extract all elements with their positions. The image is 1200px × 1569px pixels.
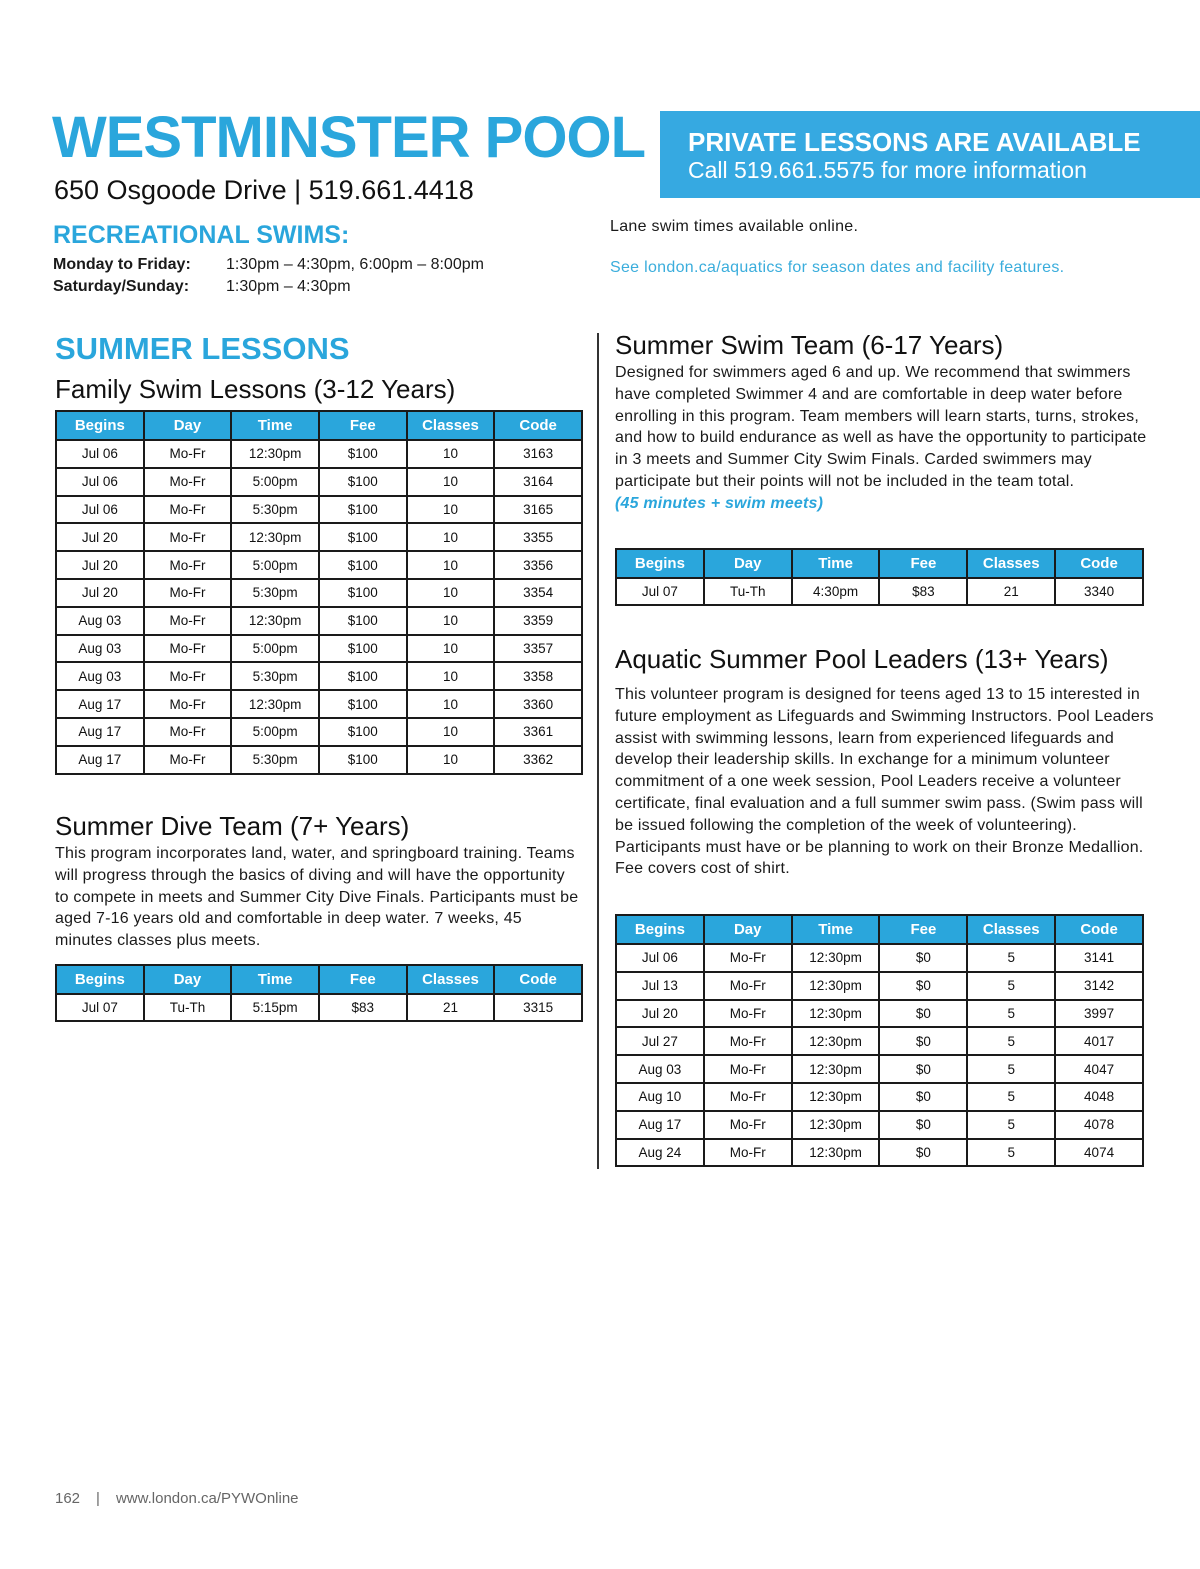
table-cell: 10 [407, 718, 495, 746]
table-cell: Mo-Fr [704, 944, 792, 972]
table-cell: 5:15pm [231, 994, 319, 1021]
table-cell: 10 [407, 690, 495, 718]
table-cell: 10 [407, 579, 495, 607]
column-header: Fee [879, 549, 967, 578]
aquatics-link[interactable]: See london.ca/aquatics for season dates and facility features. [610, 259, 1065, 276]
table-cell: Mo-Fr [144, 523, 232, 551]
table-cell: Aug 17 [56, 690, 144, 718]
family-swim-title: Family Swim Lessons (3-12 Years) [55, 374, 456, 404]
column-header: Code [1055, 915, 1143, 944]
table-cell: Aug 03 [616, 1055, 704, 1083]
table-cell: 3359 [494, 607, 582, 635]
table-cell: Mo-Fr [704, 1055, 792, 1083]
table-cell: 3357 [494, 635, 582, 663]
table-cell: Tu-Th [144, 994, 232, 1021]
table-cell: 3360 [494, 690, 582, 718]
table-cell: $100 [319, 523, 407, 551]
table-cell: 5:30pm [231, 662, 319, 690]
pool-address: 650 Osgoode Drive | 519.661.4418 [54, 175, 474, 205]
table-cell: 10 [407, 635, 495, 663]
table-row [616, 1139, 1143, 1167]
table-row [616, 1111, 1143, 1139]
table-cell: Mo-Fr [704, 1139, 792, 1167]
table-cell: $100 [319, 662, 407, 690]
table-cell: $0 [879, 972, 967, 1000]
table-cell: $100 [319, 746, 407, 774]
table-cell: Jul 06 [56, 440, 144, 468]
table-row [616, 1000, 1143, 1028]
weekday-label: Monday to Friday: [53, 256, 191, 273]
column-header: Begins [56, 965, 144, 994]
table-cell: Mo-Fr [144, 579, 232, 607]
table-cell: $0 [879, 1000, 967, 1028]
swim-team-title: Summer Swim Team (6-17 Years) [615, 330, 1004, 360]
table-cell: $0 [879, 1055, 967, 1083]
table-cell: 12:30pm [792, 1055, 880, 1083]
column-header: Day [704, 915, 792, 944]
column-header: Classes [407, 965, 495, 994]
page-title: WESTMINSTER POOL [52, 105, 645, 170]
dive-team-title: Summer Dive Team (7+ Years) [55, 811, 410, 841]
table-cell: Jul 06 [56, 496, 144, 524]
table-cell: 4074 [1055, 1139, 1143, 1167]
table-row [56, 496, 582, 524]
table-header-row [616, 915, 1143, 944]
table-cell: $83 [319, 994, 407, 1021]
table-cell: Mo-Fr [704, 1000, 792, 1028]
column-divider [597, 333, 599, 1169]
table-cell: 10 [407, 496, 495, 524]
column-header: Classes [407, 411, 495, 440]
table-cell: Aug 03 [56, 607, 144, 635]
table-cell: 5:00pm [231, 551, 319, 579]
table-cell: 21 [407, 994, 495, 1021]
table-cell: 5 [967, 1139, 1055, 1167]
table-cell: 12:30pm [792, 972, 880, 1000]
column-header: Fee [319, 411, 407, 440]
table-row [56, 468, 582, 496]
table-cell: Mo-Fr [144, 468, 232, 496]
column-header: Classes [967, 549, 1055, 578]
table-cell: 10 [407, 551, 495, 579]
table-cell: 12:30pm [231, 607, 319, 635]
table-row [56, 440, 582, 468]
table-row [56, 635, 582, 663]
table-cell: 5:30pm [231, 746, 319, 774]
table-cell: 3362 [494, 746, 582, 774]
table-cell: 3997 [1055, 1000, 1143, 1028]
pool-leaders-description: This volunteer program is designed for teens aged 13 to 15 interested in future employment as Lifeguards and Swimming Instructors. Pool Leaders assist with swimming lessons, learn from experienced lifeguards and develop their leadership skills. In exchange for a minimum volunteer commitment of a one week session, Pool Leaders receive a volunteer certificate, final evaluation and a full summer swim pass. (Swim pass will be issued following the completion of the week of volunteering). Participants must have or be planning to work on their Bronze Medallion. Fee covers cost of shirt. [615, 686, 1154, 878]
table-cell: 5:00pm [231, 635, 319, 663]
table-cell: 3361 [494, 718, 582, 746]
table-cell: 10 [407, 523, 495, 551]
table-row [56, 994, 582, 1021]
table-row [56, 718, 582, 746]
weekday-times: 1:30pm – 4:30pm, 6:00pm – 8:00pm [226, 256, 484, 273]
table-cell: $100 [319, 607, 407, 635]
table-cell: 3358 [494, 662, 582, 690]
table-cell: $100 [319, 496, 407, 524]
weekend-times: 1:30pm – 4:30pm [226, 278, 351, 295]
table-cell: 5:00pm [231, 468, 319, 496]
table-cell: Jul 20 [616, 1000, 704, 1028]
table-cell: Mo-Fr [704, 1027, 792, 1055]
table-cell: $100 [319, 440, 407, 468]
table-cell: Aug 17 [56, 746, 144, 774]
table-cell: 10 [407, 440, 495, 468]
table-cell: 3164 [494, 468, 582, 496]
table-row [56, 746, 582, 774]
column-header: Time [231, 411, 319, 440]
table-cell: 4078 [1055, 1111, 1143, 1139]
table-cell: Mo-Fr [704, 1083, 792, 1111]
table-cell: 5 [967, 1027, 1055, 1055]
table-cell: $0 [879, 1027, 967, 1055]
table-cell: 12:30pm [792, 1139, 880, 1167]
weekend-label: Saturday/Sunday: [53, 278, 190, 295]
table-cell: Jul 07 [616, 578, 704, 605]
table-cell: Mo-Fr [144, 690, 232, 718]
table-cell: 5:30pm [231, 496, 319, 524]
table-cell: Aug 24 [616, 1139, 704, 1167]
dive-team-table [55, 964, 583, 1022]
table-row [56, 551, 582, 579]
table-row [616, 1055, 1143, 1083]
table-cell: 10 [407, 662, 495, 690]
table-cell: 3163 [494, 440, 582, 468]
column-header: Classes [967, 915, 1055, 944]
table-cell: $83 [879, 578, 967, 605]
table-cell: 12:30pm [792, 1000, 880, 1028]
pool-leaders-title: Aquatic Summer Pool Leaders (13+ Years) [615, 644, 1109, 674]
pool-leaders-table [615, 914, 1144, 1167]
summer-lessons-heading: SUMMER LESSONS [55, 331, 350, 366]
table-cell: 3354 [494, 579, 582, 607]
table-cell: Mo-Fr [704, 1111, 792, 1139]
table-cell: Jul 20 [56, 551, 144, 579]
table-cell: 12:30pm [792, 1083, 880, 1111]
table-cell: 5 [967, 972, 1055, 1000]
table-cell: $100 [319, 718, 407, 746]
footer-separator: | [96, 1490, 100, 1507]
table-cell: 3315 [494, 994, 582, 1021]
column-header: Begins [616, 549, 704, 578]
column-header: Time [792, 915, 880, 944]
table-cell: Tu-Th [704, 578, 792, 605]
column-header: Time [792, 549, 880, 578]
table-row [616, 1027, 1143, 1055]
table-cell: 4048 [1055, 1083, 1143, 1111]
table-cell: 3142 [1055, 972, 1143, 1000]
swim-team-description-text: Designed for swimmers aged 6 and up. We recommend that swimmers have completed Swimmer 4 and are comfortable in deep water before enrolling in this program. Team members will learn starts, turns, strokes, and how to build endurance as well as have the opportunity to participate in 3 meets and Summer City Swim Finals. Carded swimmers may participate but their points will not be included in the team total. [615, 364, 1147, 490]
table-cell: 12:30pm [231, 440, 319, 468]
table-row [616, 578, 1143, 605]
column-header: Day [704, 549, 792, 578]
table-cell: 3355 [494, 523, 582, 551]
table-cell: Aug 17 [616, 1111, 704, 1139]
table-cell: 4047 [1055, 1055, 1143, 1083]
table-cell: Jul 06 [616, 944, 704, 972]
table-cell: Mo-Fr [144, 496, 232, 524]
table-cell: Mo-Fr [144, 662, 232, 690]
table-cell: $100 [319, 468, 407, 496]
table-cell: Mo-Fr [704, 972, 792, 1000]
table-header-row [616, 549, 1143, 578]
dive-team-description: This program incorporates land, water, and springboard training. Teams will progress through the basics of diving and will have the opportunity to compete in meets and Summer City Dive Finals. Participants must be aged 7-16 years old and comfortable in deep water. 7 weeks, 45 minutes classes plus meets. [55, 845, 579, 950]
table-cell: 5:30pm [231, 579, 319, 607]
table-cell: $100 [319, 635, 407, 663]
table-row [616, 1083, 1143, 1111]
table-cell: 3356 [494, 551, 582, 579]
table-cell: Mo-Fr [144, 635, 232, 663]
table-row [56, 662, 582, 690]
table-cell: 5 [967, 1055, 1055, 1083]
table-cell: $0 [879, 1111, 967, 1139]
table-cell: $0 [879, 944, 967, 972]
table-cell: $100 [319, 551, 407, 579]
table-cell: 12:30pm [792, 1111, 880, 1139]
table-cell: Jul 20 [56, 579, 144, 607]
table-cell: $100 [319, 690, 407, 718]
table-cell: Mo-Fr [144, 718, 232, 746]
banner-subtext: Call 519.661.5575 for more information [688, 157, 1087, 183]
table-cell: Jul 13 [616, 972, 704, 1000]
table-cell: Aug 03 [56, 635, 144, 663]
table-cell: Aug 10 [616, 1083, 704, 1111]
column-header: Begins [56, 411, 144, 440]
table-cell: 12:30pm [231, 690, 319, 718]
column-header: Time [231, 965, 319, 994]
column-header: Fee [879, 915, 967, 944]
table-cell: 5:00pm [231, 718, 319, 746]
private-lessons-banner [660, 111, 1200, 198]
table-row [56, 523, 582, 551]
table-cell: $0 [879, 1083, 967, 1111]
swim-team-duration: (45 minutes + swim meets) [615, 494, 824, 512]
table-cell: $0 [879, 1139, 967, 1167]
column-header: Day [144, 411, 232, 440]
table-cell: Jul 20 [56, 523, 144, 551]
table-header-row [56, 965, 582, 994]
table-cell: $100 [319, 579, 407, 607]
table-cell: 5 [967, 1111, 1055, 1139]
footer-url[interactable]: www.london.ca/PYWOnline [115, 1490, 299, 1507]
column-header: Code [1055, 549, 1143, 578]
column-header: Code [494, 965, 582, 994]
table-cell: Aug 03 [56, 662, 144, 690]
table-cell: 5 [967, 944, 1055, 972]
banner-heading: PRIVATE LESSONS ARE AVAILABLE [688, 127, 1141, 157]
table-cell: 5 [967, 1000, 1055, 1028]
column-header: Fee [319, 965, 407, 994]
page-footer [55, 1490, 299, 1507]
table-cell: 10 [407, 746, 495, 774]
table-cell: 5 [967, 1083, 1055, 1111]
swim-team-table [615, 548, 1144, 606]
table-cell: 21 [967, 578, 1055, 605]
table-cell: 12:30pm [792, 1027, 880, 1055]
table-cell: 4:30pm [792, 578, 880, 605]
table-cell: 10 [407, 607, 495, 635]
table-cell: 12:30pm [792, 944, 880, 972]
recreational-heading: RECREATIONAL SWIMS: [53, 221, 350, 249]
table-cell: Mo-Fr [144, 440, 232, 468]
table-cell: Mo-Fr [144, 607, 232, 635]
table-row [616, 944, 1143, 972]
swim-team-description [615, 362, 1155, 515]
table-cell: Mo-Fr [144, 746, 232, 774]
table-row [56, 690, 582, 718]
table-row [616, 972, 1143, 1000]
table-header-row [56, 411, 582, 440]
lane-swim-note: Lane swim times available online. [610, 218, 859, 235]
table-cell: 3165 [494, 496, 582, 524]
table-cell: 4017 [1055, 1027, 1143, 1055]
column-header: Begins [616, 915, 704, 944]
table-cell: Jul 06 [56, 468, 144, 496]
table-row [56, 579, 582, 607]
family-swim-table [55, 410, 583, 775]
column-header: Code [494, 411, 582, 440]
column-header: Day [144, 965, 232, 994]
table-cell: Aug 17 [56, 718, 144, 746]
table-cell: 12:30pm [231, 523, 319, 551]
table-cell: 10 [407, 468, 495, 496]
table-cell: 3340 [1055, 578, 1143, 605]
table-cell: 3141 [1055, 944, 1143, 972]
table-cell: Jul 27 [616, 1027, 704, 1055]
page-number: 162 [55, 1490, 81, 1507]
table-cell: Mo-Fr [144, 551, 232, 579]
table-cell: Jul 07 [56, 994, 144, 1021]
table-row [56, 607, 582, 635]
